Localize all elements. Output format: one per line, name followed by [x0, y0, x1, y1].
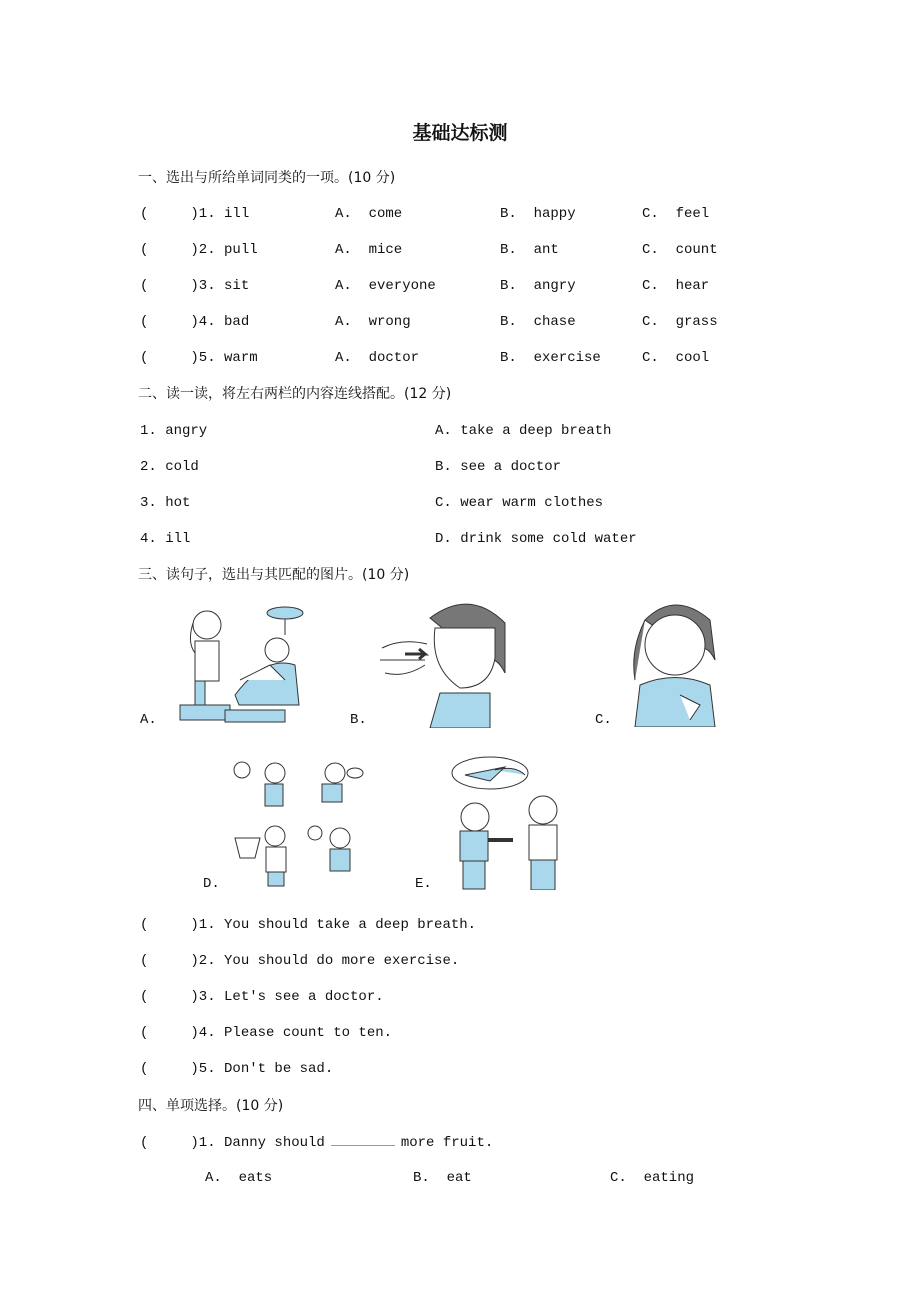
left-item: 2. cold [140, 459, 199, 475]
section4-heading: 四、单项选择。(10 分) [138, 1098, 284, 1114]
answer-option: B. eat [413, 1170, 472, 1186]
picture-label: C. [595, 712, 612, 728]
left-item: 1. angry [140, 423, 208, 439]
section3-heading: 三、读句子，选出与其匹配的图片。(10 分) [138, 567, 410, 583]
sentence-item: ( )2. You should do more exercise. [140, 953, 460, 969]
sentence-item: ( )1. You should take a deep breath. [140, 917, 477, 933]
question-number: ( )1. ill [140, 206, 250, 222]
answer-option: C. eating [610, 1170, 695, 1186]
right-item: C. wear warm clothes [435, 495, 604, 511]
option-b: B. angry [500, 278, 576, 294]
option-b: B. happy [500, 206, 576, 222]
option-c: C. count [642, 242, 718, 258]
question-text-end: more fruit. [400, 1135, 494, 1151]
picture-doctor-visit [165, 605, 305, 727]
question-text: ( )1. Danny should [140, 1135, 325, 1151]
question-number: ( )2. pull [140, 242, 258, 258]
right-item: A. take a deep breath [435, 423, 612, 439]
option-a: A. mice [335, 242, 403, 258]
question-number: ( )4. bad [140, 314, 250, 330]
option-c: C. cool [642, 350, 710, 366]
picture-label: D. [203, 876, 220, 892]
question-item [140, 1133, 493, 1152]
right-item: B. see a doctor [435, 459, 562, 475]
option-a: A. doctor [335, 350, 420, 366]
right-item: D. drink some cold water [435, 531, 637, 547]
picture-deep-breath [380, 598, 510, 728]
option-b: B. exercise [500, 350, 601, 366]
answer-blank[interactable] [331, 1133, 395, 1146]
option-b: B. ant [500, 242, 559, 258]
section1-heading: 一、选出与所给单词同类的一项。(10 分) [138, 170, 396, 186]
sentence-item: ( )3. Let's see a doctor. [140, 989, 384, 1005]
picture-label: A. [140, 712, 157, 728]
option-a: A. everyone [335, 278, 436, 294]
option-b: B. chase [500, 314, 576, 330]
option-c: C. feel [642, 206, 710, 222]
question-number: ( )5. warm [140, 350, 258, 366]
left-item: 4. ill [140, 531, 191, 547]
section2-heading: 二、读一读，将左右两栏的内容连线搭配。(12 分) [138, 386, 452, 402]
option-c: C. grass [642, 314, 718, 330]
question-number: ( )3. sit [140, 278, 250, 294]
option-a: A. wrong [335, 314, 411, 330]
page-title: 基础达标测 [412, 122, 508, 144]
sentence-item: ( )5. Don't be sad. [140, 1061, 334, 1077]
answer-option: A. eats [205, 1170, 273, 1186]
picture-kids-exercising [230, 758, 365, 890]
option-c: C. hear [642, 278, 710, 294]
picture-label: B. [350, 712, 367, 728]
sentence-item: ( )4. Please count to ten. [140, 1025, 393, 1041]
picture-girl-counting [625, 600, 720, 727]
option-a: A. come [335, 206, 403, 222]
left-item: 3. hot [140, 495, 191, 511]
picture-sad-friend [445, 755, 575, 890]
picture-label: E. [415, 876, 432, 892]
